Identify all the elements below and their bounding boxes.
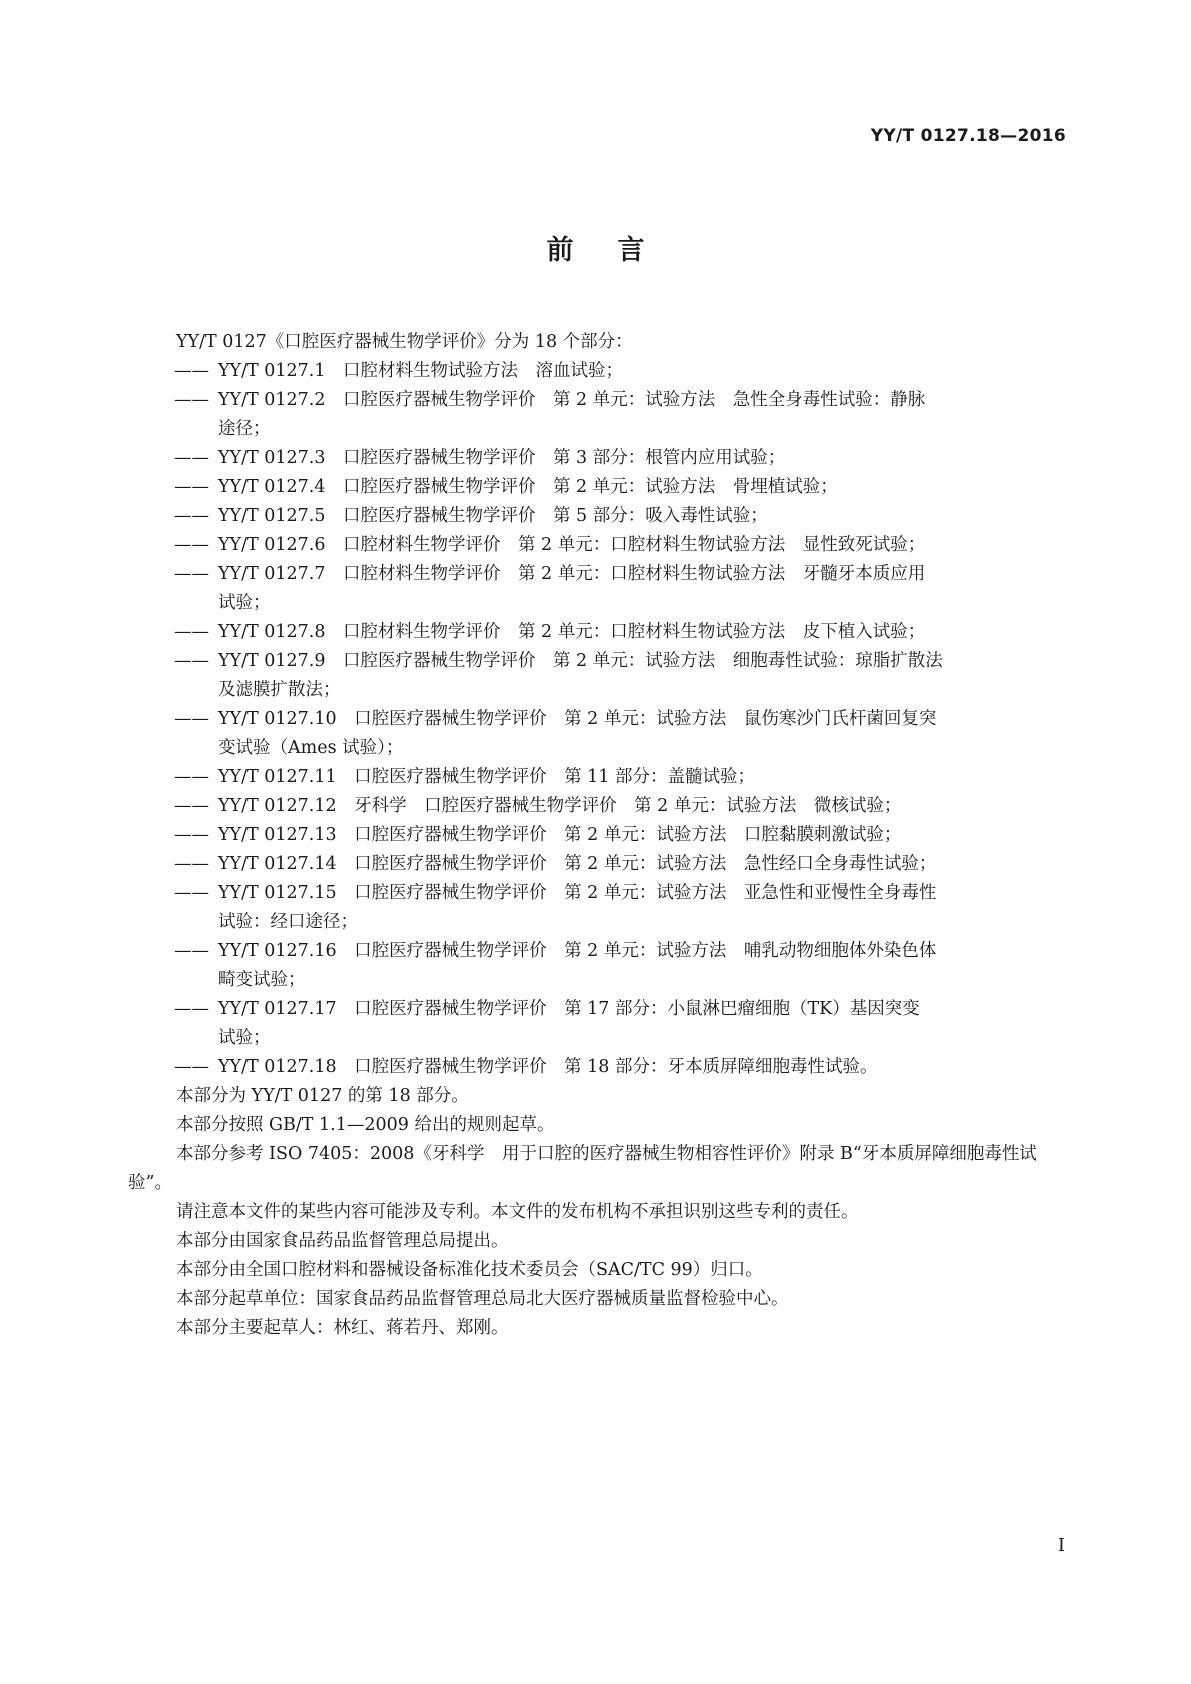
list-item — [128, 618, 1073, 647]
list-item-continuation: 及滤膜扩散法； — [218, 680, 341, 700]
list-item — [128, 937, 1073, 995]
list-dash: —— — [174, 361, 209, 381]
list-dash: —— — [174, 651, 209, 671]
list-item — [128, 502, 1073, 531]
paragraph-drafting-rules: 本部分按照 GB/T 1.1—2009 给出的规则起草。 — [176, 1115, 555, 1135]
list-item-continuation: 途径； — [218, 419, 271, 439]
list-item — [128, 560, 1073, 618]
list-item — [128, 473, 1073, 502]
list-item — [128, 995, 1073, 1053]
paragraph-technical-committee: 本部分由全国口腔材料和器械设备标准化技术委员会（SAC/TC 99）归口。 — [176, 1260, 763, 1280]
list-item-text: YY/T 0127.4 口腔医疗器械生物学评价 第 2 单元：试验方法 骨埋植试验； — [218, 477, 838, 497]
list-item-text: YY/T 0127.9 口腔医疗器械生物学评价 第 2 单元：试验方法 细胞毒性试验：琼脂扩散法 — [218, 651, 943, 671]
list-item — [128, 357, 1073, 386]
list-item-text: YY/T 0127.18 口腔医疗器械生物学评价 第 18 部分：牙本质屏障细胞毒性试验。 — [218, 1057, 878, 1077]
list-item — [128, 792, 1073, 821]
list-dash: —— — [174, 709, 209, 729]
list-item-text: YY/T 0127.6 口腔材料生物学评价 第 2 单元：口腔材料生物试验方法 显性致死试验； — [218, 535, 926, 555]
list-dash: —— — [174, 1057, 209, 1077]
paragraph-part-number: 本部分为 YY/T 0127 的第 18 部分。 — [176, 1086, 469, 1106]
list-dash: —— — [174, 854, 209, 874]
list-item — [128, 879, 1073, 937]
list-item-text: YY/T 0127.7 口腔材料生物学评价 第 2 单元：口腔材料生物试验方法 牙髓牙本质应用 — [218, 564, 926, 584]
list-dash: —— — [174, 535, 209, 555]
list-item-text: YY/T 0127.17 口腔医疗器械生物学评价 第 17 部分：小鼠淋巴瘤细胞（TK）基因突变 — [218, 999, 920, 1019]
list-dash: —— — [174, 767, 209, 787]
list-dash: —— — [174, 448, 209, 468]
list-item — [128, 444, 1073, 473]
list-item-text: YY/T 0127.11 口腔医疗器械生物学评价 第 11 部分：盖髓试验； — [218, 767, 755, 787]
list-item — [128, 850, 1073, 879]
part-list — [128, 357, 1073, 1082]
list-item-text: YY/T 0127.14 口腔医疗器械生物学评价 第 2 单元：试验方法 急性经口全身毒性试验； — [218, 854, 937, 874]
paragraph-drafting-unit: 本部分起草单位：国家食品药品监督管理总局北大医疗器械质量监督检验中心。 — [176, 1289, 789, 1309]
list-item — [128, 647, 1073, 705]
list-item — [128, 763, 1073, 792]
list-dash: —— — [174, 941, 209, 961]
list-item — [128, 1053, 1073, 1082]
paragraph-reference-standard: 本部分参考 ISO 7405：2008《牙科学 用于口腔的医疗器械生物相容性评价》附录 B“牙本质屏障细胞毒性试验”。 — [128, 1144, 1037, 1193]
list-dash: —— — [174, 999, 209, 1019]
list-dash: —— — [174, 506, 209, 526]
paragraph-drafters: 本部分主要起草人：林红、蒋若丹、郑刚。 — [176, 1318, 509, 1338]
list-item-text: YY/T 0127.10 口腔医疗器械生物学评价 第 2 单元：试验方法 鼠伤寒沙门氏杆菌回复突 — [218, 709, 937, 729]
list-item-text: YY/T 0127.16 口腔医疗器械生物学评价 第 2 单元：试验方法 哺乳动物细胞体外染色体 — [218, 941, 937, 961]
list-dash: —— — [174, 390, 209, 410]
intro-paragraph: YY/T 0127《口腔医疗器械生物学评价》分为 18 个部分： — [176, 332, 633, 352]
list-item — [128, 386, 1073, 444]
page-title: 前言 — [546, 235, 689, 266]
document-code: YY/T 0127.18—2016 — [870, 126, 1066, 146]
list-item-text: YY/T 0127.8 口腔材料生物学评价 第 2 单元：口腔材料生物试验方法 皮下植入试验； — [218, 622, 926, 642]
list-item-continuation: 试验； — [218, 593, 271, 613]
list-dash: —— — [174, 883, 209, 903]
list-item-continuation: 试验； — [218, 1028, 271, 1048]
foreword-body — [128, 328, 1073, 1343]
list-item-text: YY/T 0127.15 口腔医疗器械生物学评价 第 2 单元：试验方法 亚急性和亚慢性全身毒性 — [218, 883, 937, 903]
list-item-text: YY/T 0127.1 口腔材料生物试验方法 溶血试验； — [218, 361, 623, 381]
list-dash: —— — [174, 825, 209, 845]
list-dash: —— — [174, 477, 209, 497]
list-item-text: YY/T 0127.13 口腔医疗器械生物学评价 第 2 单元：试验方法 口腔黏膜刺激试验； — [218, 825, 902, 845]
list-item-continuation: 变试验（Ames 试验）； — [218, 738, 404, 758]
list-item-continuation: 试验：经口途径； — [218, 912, 358, 932]
list-dash: —— — [174, 622, 209, 642]
list-item-text: YY/T 0127.2 口腔医疗器械生物学评价 第 2 单元：试验方法 急性全身毒性试验：静脉 — [218, 390, 926, 410]
paragraph-proposer: 本部分由国家食品药品监督管理总局提出。 — [176, 1231, 509, 1251]
paragraph-patent-notice: 请注意本文件的某些内容可能涉及专利。本文件的发布机构不承担识别这些专利的责任。 — [176, 1202, 859, 1222]
list-item — [128, 705, 1073, 763]
list-dash: —— — [174, 796, 209, 816]
list-item — [128, 531, 1073, 560]
list-item-text: YY/T 0127.12 牙科学 口腔医疗器械生物学评价 第 2 单元：试验方法 微核试验； — [218, 796, 902, 816]
list-dash: —— — [174, 564, 209, 584]
list-item — [128, 821, 1073, 850]
page-number: I — [1057, 1535, 1065, 1556]
list-item-continuation: 畸变试验； — [218, 970, 306, 990]
list-item-text: YY/T 0127.5 口腔医疗器械生物学评价 第 5 部分：吸入毒性试验； — [218, 506, 768, 526]
list-item-text: YY/T 0127.3 口腔医疗器械生物学评价 第 3 部分：根管内应用试验； — [218, 448, 786, 468]
